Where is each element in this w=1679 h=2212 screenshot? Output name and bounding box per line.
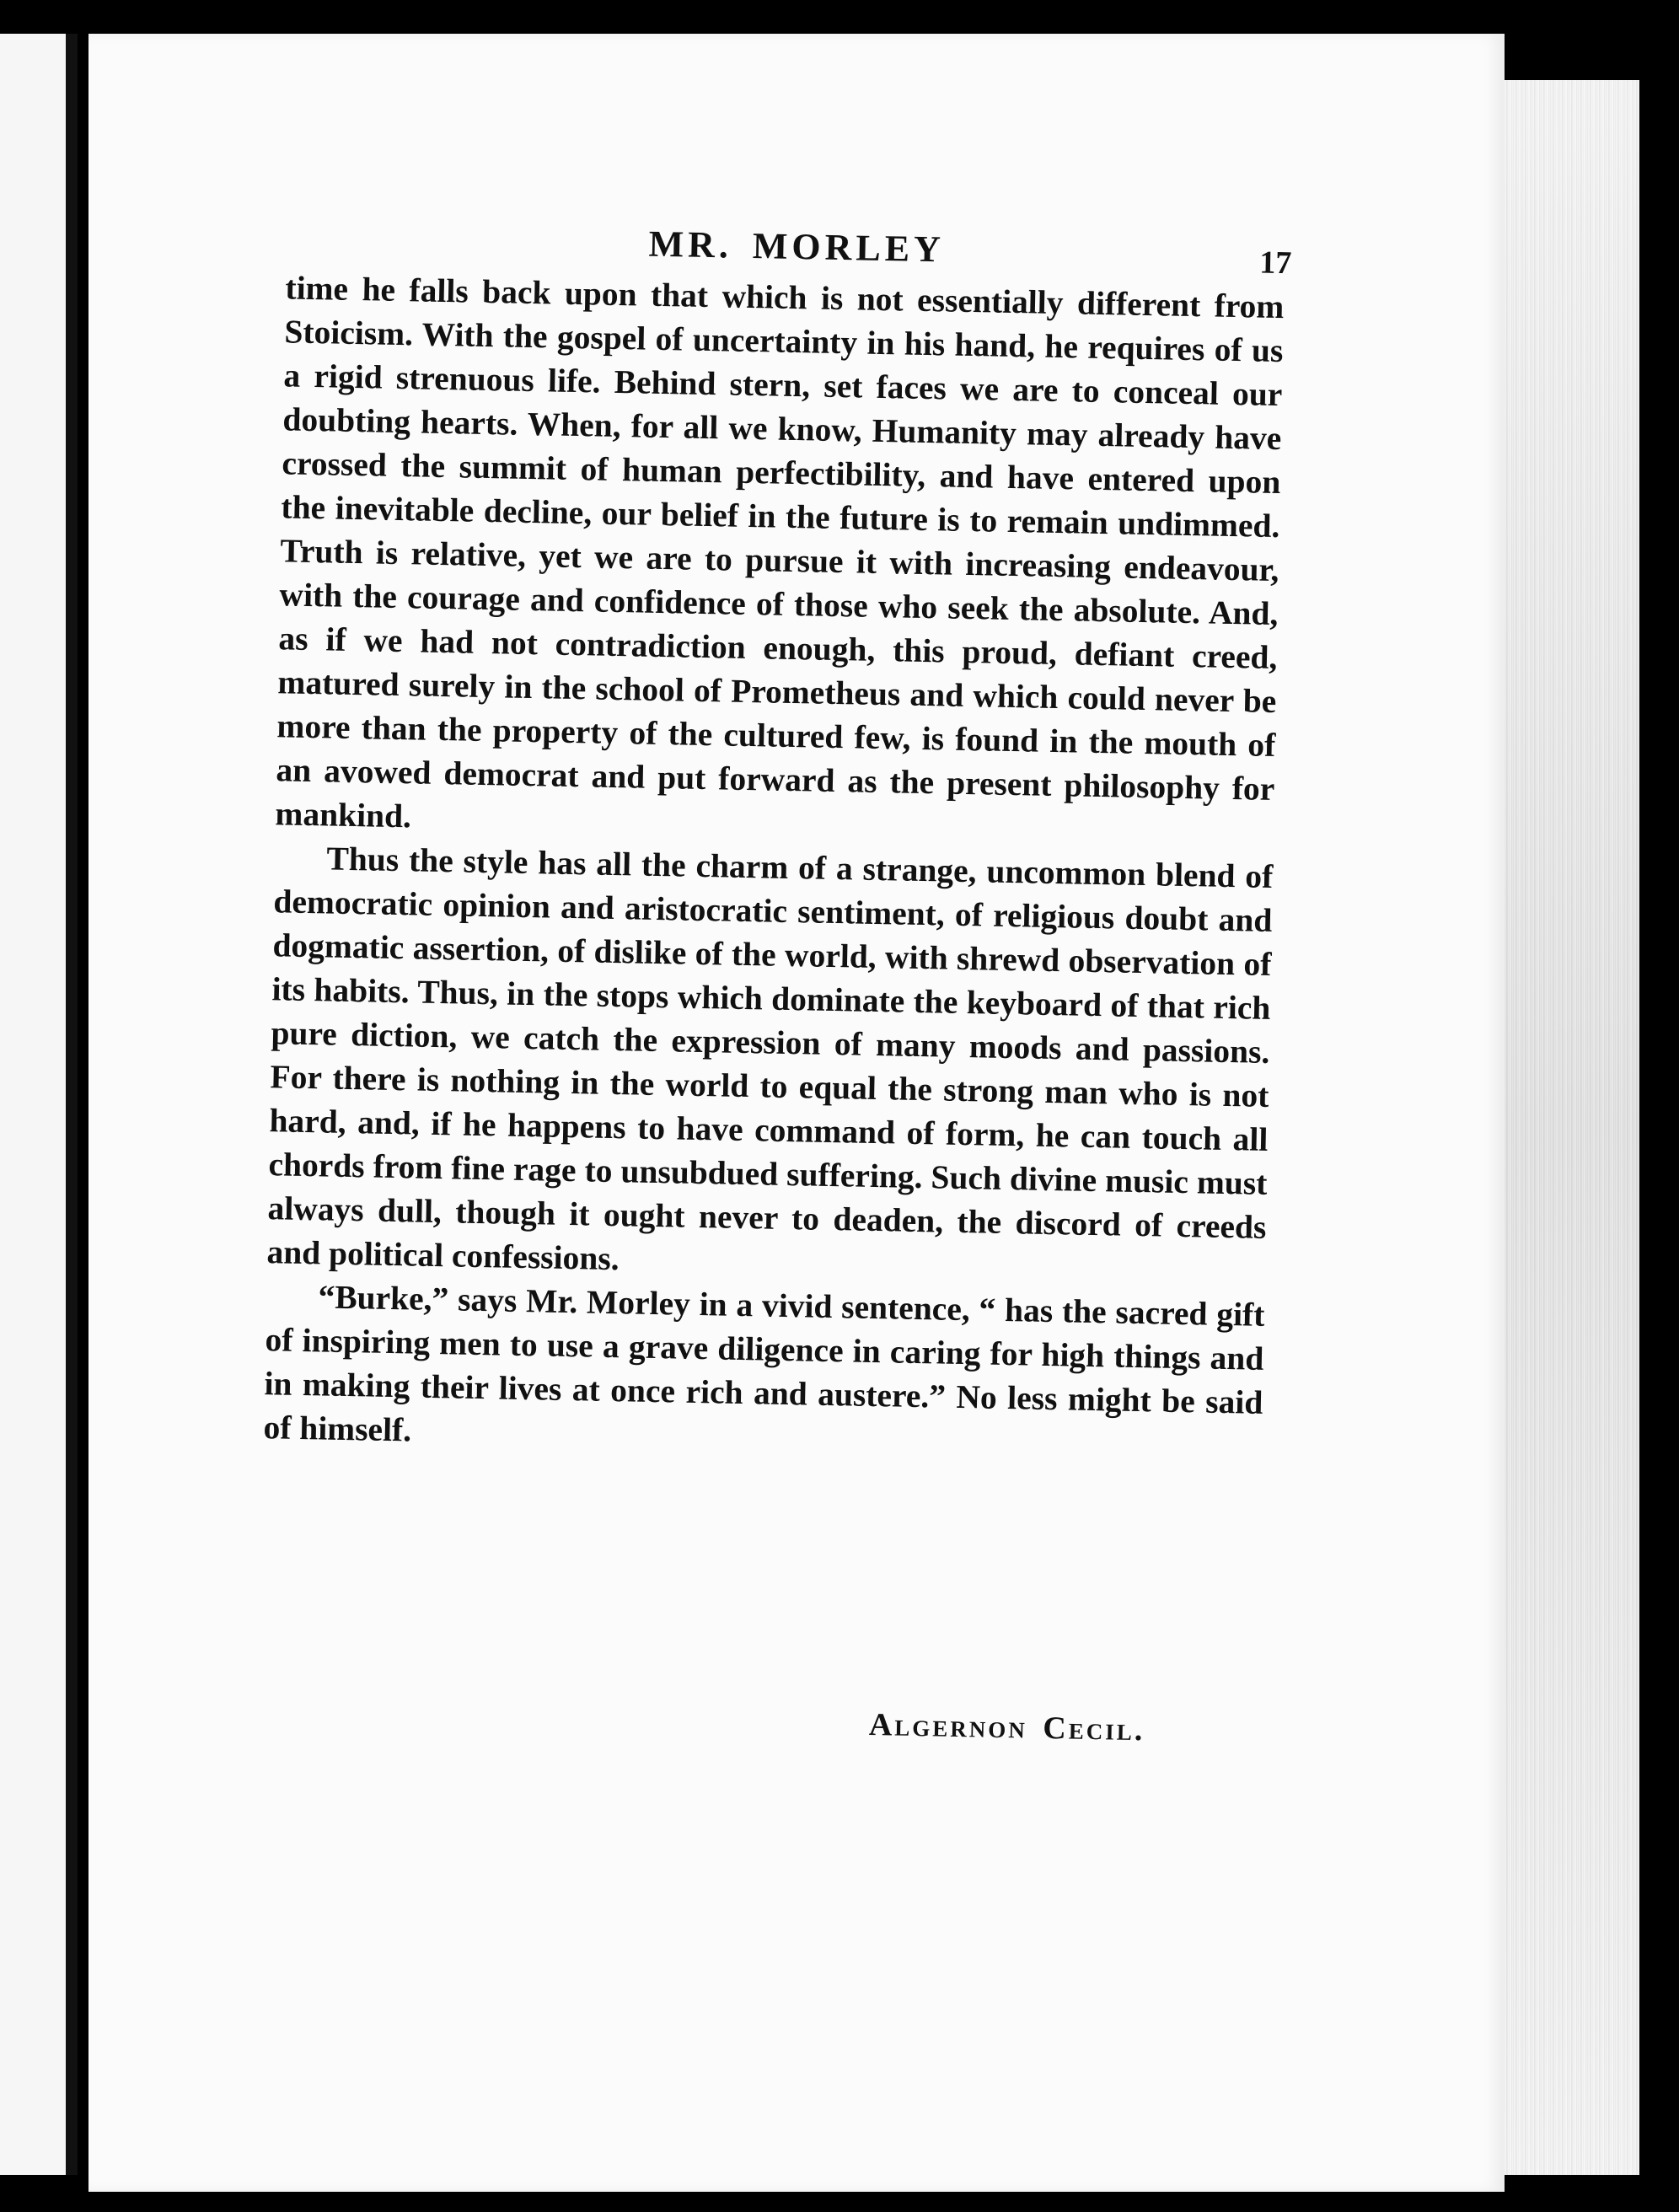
paragraph-1: time he falls back upon that which is not essentially different from Stoicism. With the gospel of uncertainty in his hand, he requires of us a rigid strenuous life. Behind stern, set faces we are to conceal our doubting hearts. When, for all we know, Humanity may already have crossed the summit of human perfectibility, and have entered upon the inevitable decline, our belief in the future is to remain undimmed. Truth is relative, yet we are to pursue it with increasing endeavour, with the courage and confidence of those who seek the absolute. And, as if we had not contradiction enough, this proud, defiant creed, matured surely in the school of Prometheus and which could never be more than the property of the cultured few, is found in the mouth of an avowed democrat and put forward as the present philosophy for mankind. [275, 269, 1285, 835]
paragraph-2: Thus the style has all the charm of a strange, uncommon blend of democratic opinion and aristocratic sentiment, of religious doubt and dogmatic assertion, of dislike of the world, with shrewd observation of its habits. Thus, in the stops which dominate the keyboard of that rich pure diction, we catch the expression of many moods and passions. For there is nothing in the world to equal the strong man who is not hard, and, if he happens to have command of form, he can touch all chords from fine rage to unsubdued suffering. Such divine music must always dull, though it ought never to deaden, the discord of creeds and political confessions. [266, 840, 1274, 1278]
body-text [263, 266, 1285, 1468]
paragraph-3: “Burke,” says Mr. Morley in a vivid sentence, “ has the sacred gift of inspiring men to use a grave diligence in caring for high things and in making their lives at once rich and austere.” No less might be said of himself. [263, 1278, 1265, 1449]
author-signature: Algernon Cecil. [868, 1706, 1145, 1748]
facing-page-edge [0, 34, 78, 2175]
running-head: MR. MORLEY [648, 223, 946, 271]
book-page [89, 34, 1505, 2192]
text-block [263, 223, 1292, 1748]
page-number: 17 [1258, 244, 1292, 282]
